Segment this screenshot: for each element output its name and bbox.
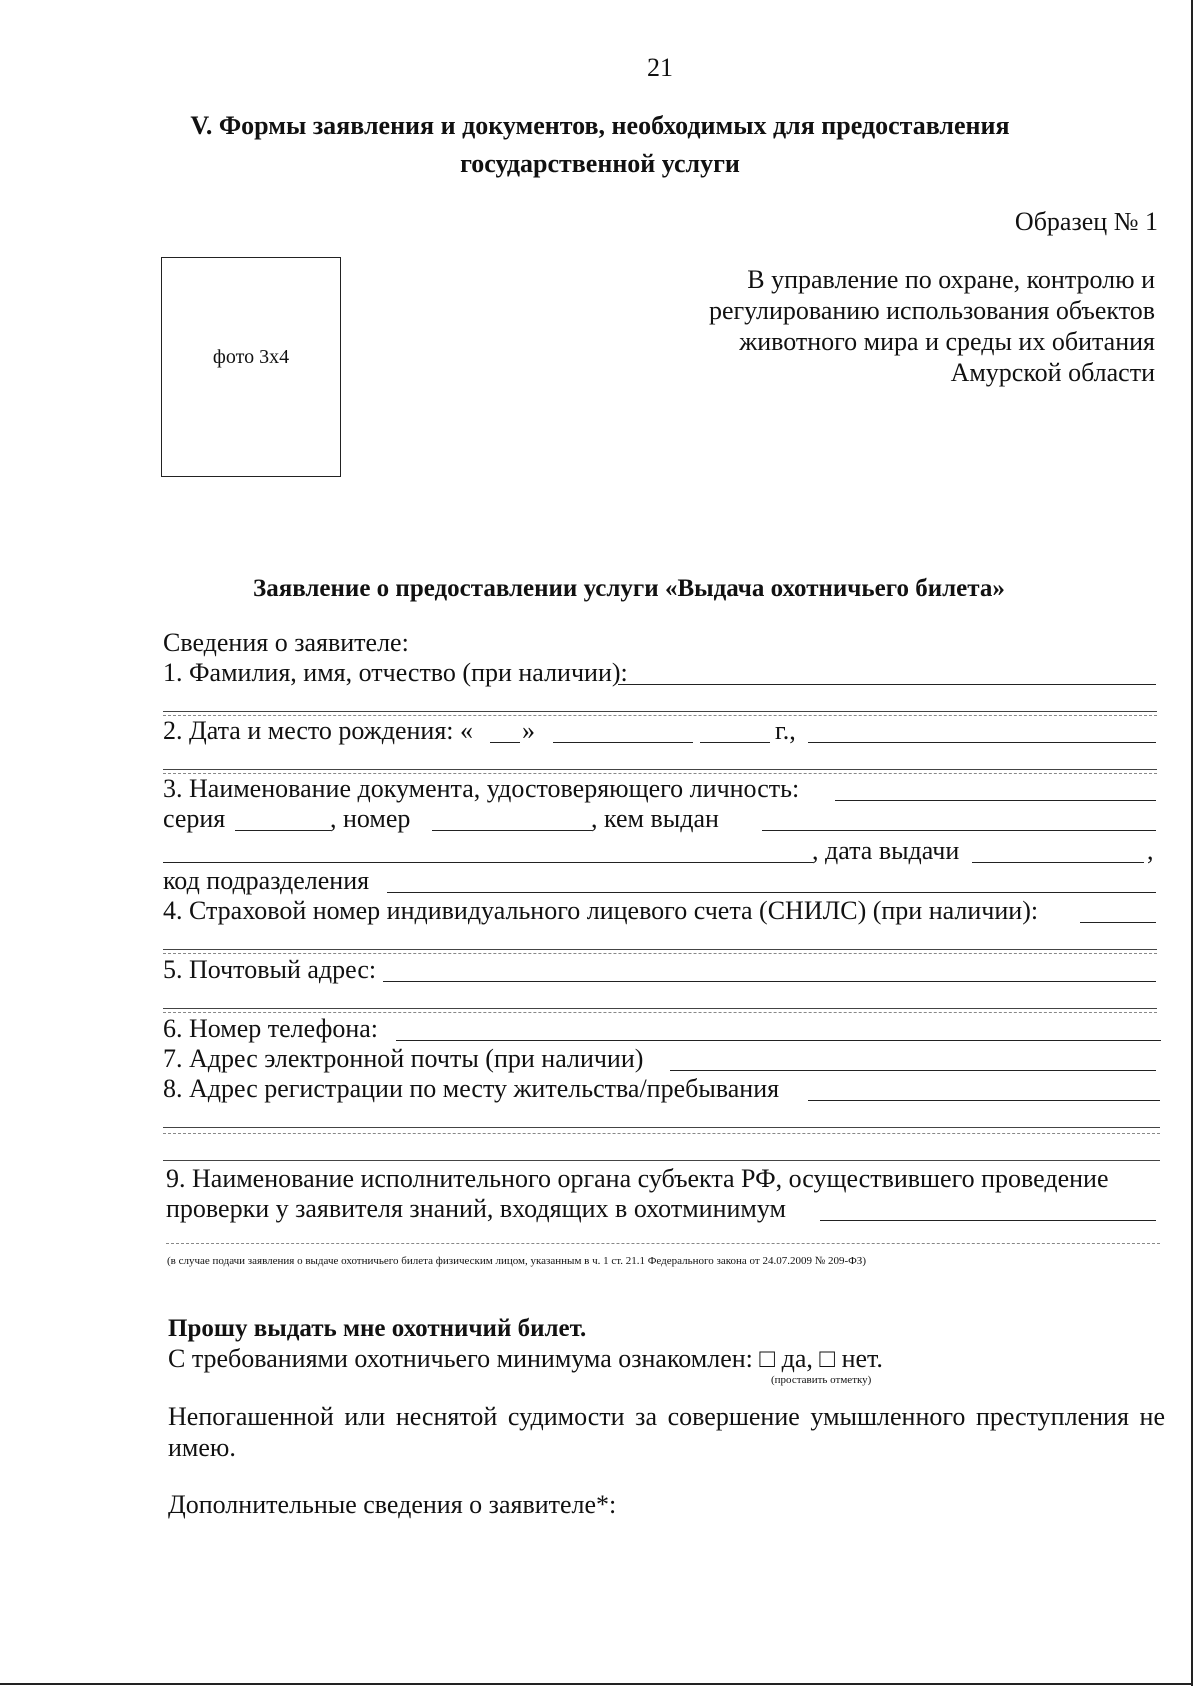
item-8-registration-address-label: 8. Адрес регистрации по месту жительства/пребывания — [163, 1074, 780, 1103]
birth-month-field[interactable] — [553, 742, 693, 743]
mark-hint: (проставить отметку) — [771, 1374, 872, 1386]
item-9-authority-label-line1: 9. Наименование исполнительного органа субъекта РФ, осуществившего проведение — [166, 1164, 1109, 1193]
division-code-field[interactable] — [387, 892, 1156, 893]
division-code-label: код подразделения — [163, 866, 370, 895]
comma: , — [1147, 836, 1154, 865]
snils-field-continuation[interactable] — [163, 949, 1157, 950]
item-4-snils-label: 4. Страховой номер индивидуального лицевого счета (СНИЛС) (при наличии): — [163, 896, 1039, 925]
item-9-note: (в случае подачи заявления о выдаче охотничьего билета физическим лицом, указанным в ч. 1 ст. 21.1 Федерального закона от 24.07.2009 № 209-ФЗ) — [167, 1255, 866, 1267]
sample-label: Образец № 1 — [1014, 207, 1158, 236]
item-6-phone-label: 6. Номер телефона: — [163, 1014, 379, 1043]
page-number: 21 — [647, 53, 673, 82]
number-field[interactable] — [432, 830, 592, 831]
separator-line — [163, 1012, 1157, 1013]
form-title: Заявление о предоставлении услуги «Выдача охотничьего билета» — [253, 575, 1005, 602]
email-field[interactable] — [670, 1070, 1156, 1071]
section-title-line1: V. Формы заявления и документов, необходимых для предоставления — [190, 111, 1010, 140]
authority-field[interactable] — [820, 1220, 1156, 1221]
applicant-info-label: Сведения о заявителе: — [163, 628, 409, 657]
full-name-field[interactable] — [618, 684, 1156, 685]
registration-address-continuation[interactable] — [163, 1127, 1160, 1128]
series-field[interactable] — [235, 830, 331, 831]
issue-date-field[interactable] — [972, 862, 1144, 863]
issued-by-field[interactable] — [762, 830, 1156, 831]
phone-field[interactable] — [396, 1040, 1161, 1041]
additional-info-label: Дополнительные сведения о заявителе*: — [168, 1490, 617, 1519]
birth-year-field[interactable] — [700, 742, 770, 743]
request-statement: Прошу выдать мне охотничий билет. — [168, 1315, 587, 1342]
registration-address-field[interactable] — [808, 1100, 1160, 1101]
photo-box — [161, 257, 341, 477]
item-2-birth-label: 2. Дата и место рождения: « — [163, 716, 474, 745]
item-1-full-name-label: 1. Фамилия, имя, отчество (при наличии): — [163, 658, 628, 687]
snils-field[interactable] — [1080, 922, 1156, 923]
birth-place-field[interactable] — [808, 742, 1156, 743]
id-document-name-field[interactable] — [835, 800, 1156, 801]
issue-date-label: , дата выдачи — [812, 836, 960, 865]
page-border-right — [1191, 0, 1193, 1686]
issued-by-field-continuation[interactable] — [163, 862, 813, 863]
separator-line — [166, 1243, 1160, 1244]
section-title-line2: государственной услуги — [460, 149, 740, 178]
postal-address-field[interactable] — [383, 981, 1156, 982]
page-border-bottom — [0, 1683, 1193, 1685]
item-7-email-label: 7. Адрес электронной почты (при наличии) — [163, 1044, 644, 1073]
postal-address-continuation[interactable] — [163, 1008, 1157, 1009]
addressee: В управление по охране, контролю и регулированию использования объектов животного мира и среды их обитания Амурской области — [708, 265, 1155, 387]
issued-by-label: , кем выдан — [591, 804, 719, 833]
full-name-field-continuation[interactable] — [163, 711, 1157, 712]
separator-line — [163, 1133, 1160, 1134]
conviction-statement: Непогашенной или неснятой судимости за совершение умышленного преступления не имею. — [168, 1402, 1165, 1462]
birth-place-continuation[interactable] — [163, 769, 1157, 770]
minimum-familiar-statement: С требованиями охотничьего минимума ознакомлен: □ да, □ нет. — [168, 1344, 883, 1373]
quote-close: » — [522, 716, 535, 745]
series-label: серия — [163, 804, 226, 833]
number-label: , номер — [330, 804, 411, 833]
item-3-id-document-label: 3. Наименование документа, удостоверяющего личность: — [163, 774, 800, 803]
registration-address-continuation-2[interactable] — [163, 1160, 1160, 1161]
year-suffix: г., — [775, 716, 796, 745]
item-5-postal-address-label: 5. Почтовый адрес: — [163, 955, 377, 984]
item-9-authority-label-line2: проверки у заявителя знаний, входящих в охотминимум — [166, 1194, 786, 1223]
birth-day-field[interactable] — [490, 742, 520, 743]
photo-label: фото 3х4 — [212, 346, 290, 368]
separator-line — [163, 953, 1157, 954]
